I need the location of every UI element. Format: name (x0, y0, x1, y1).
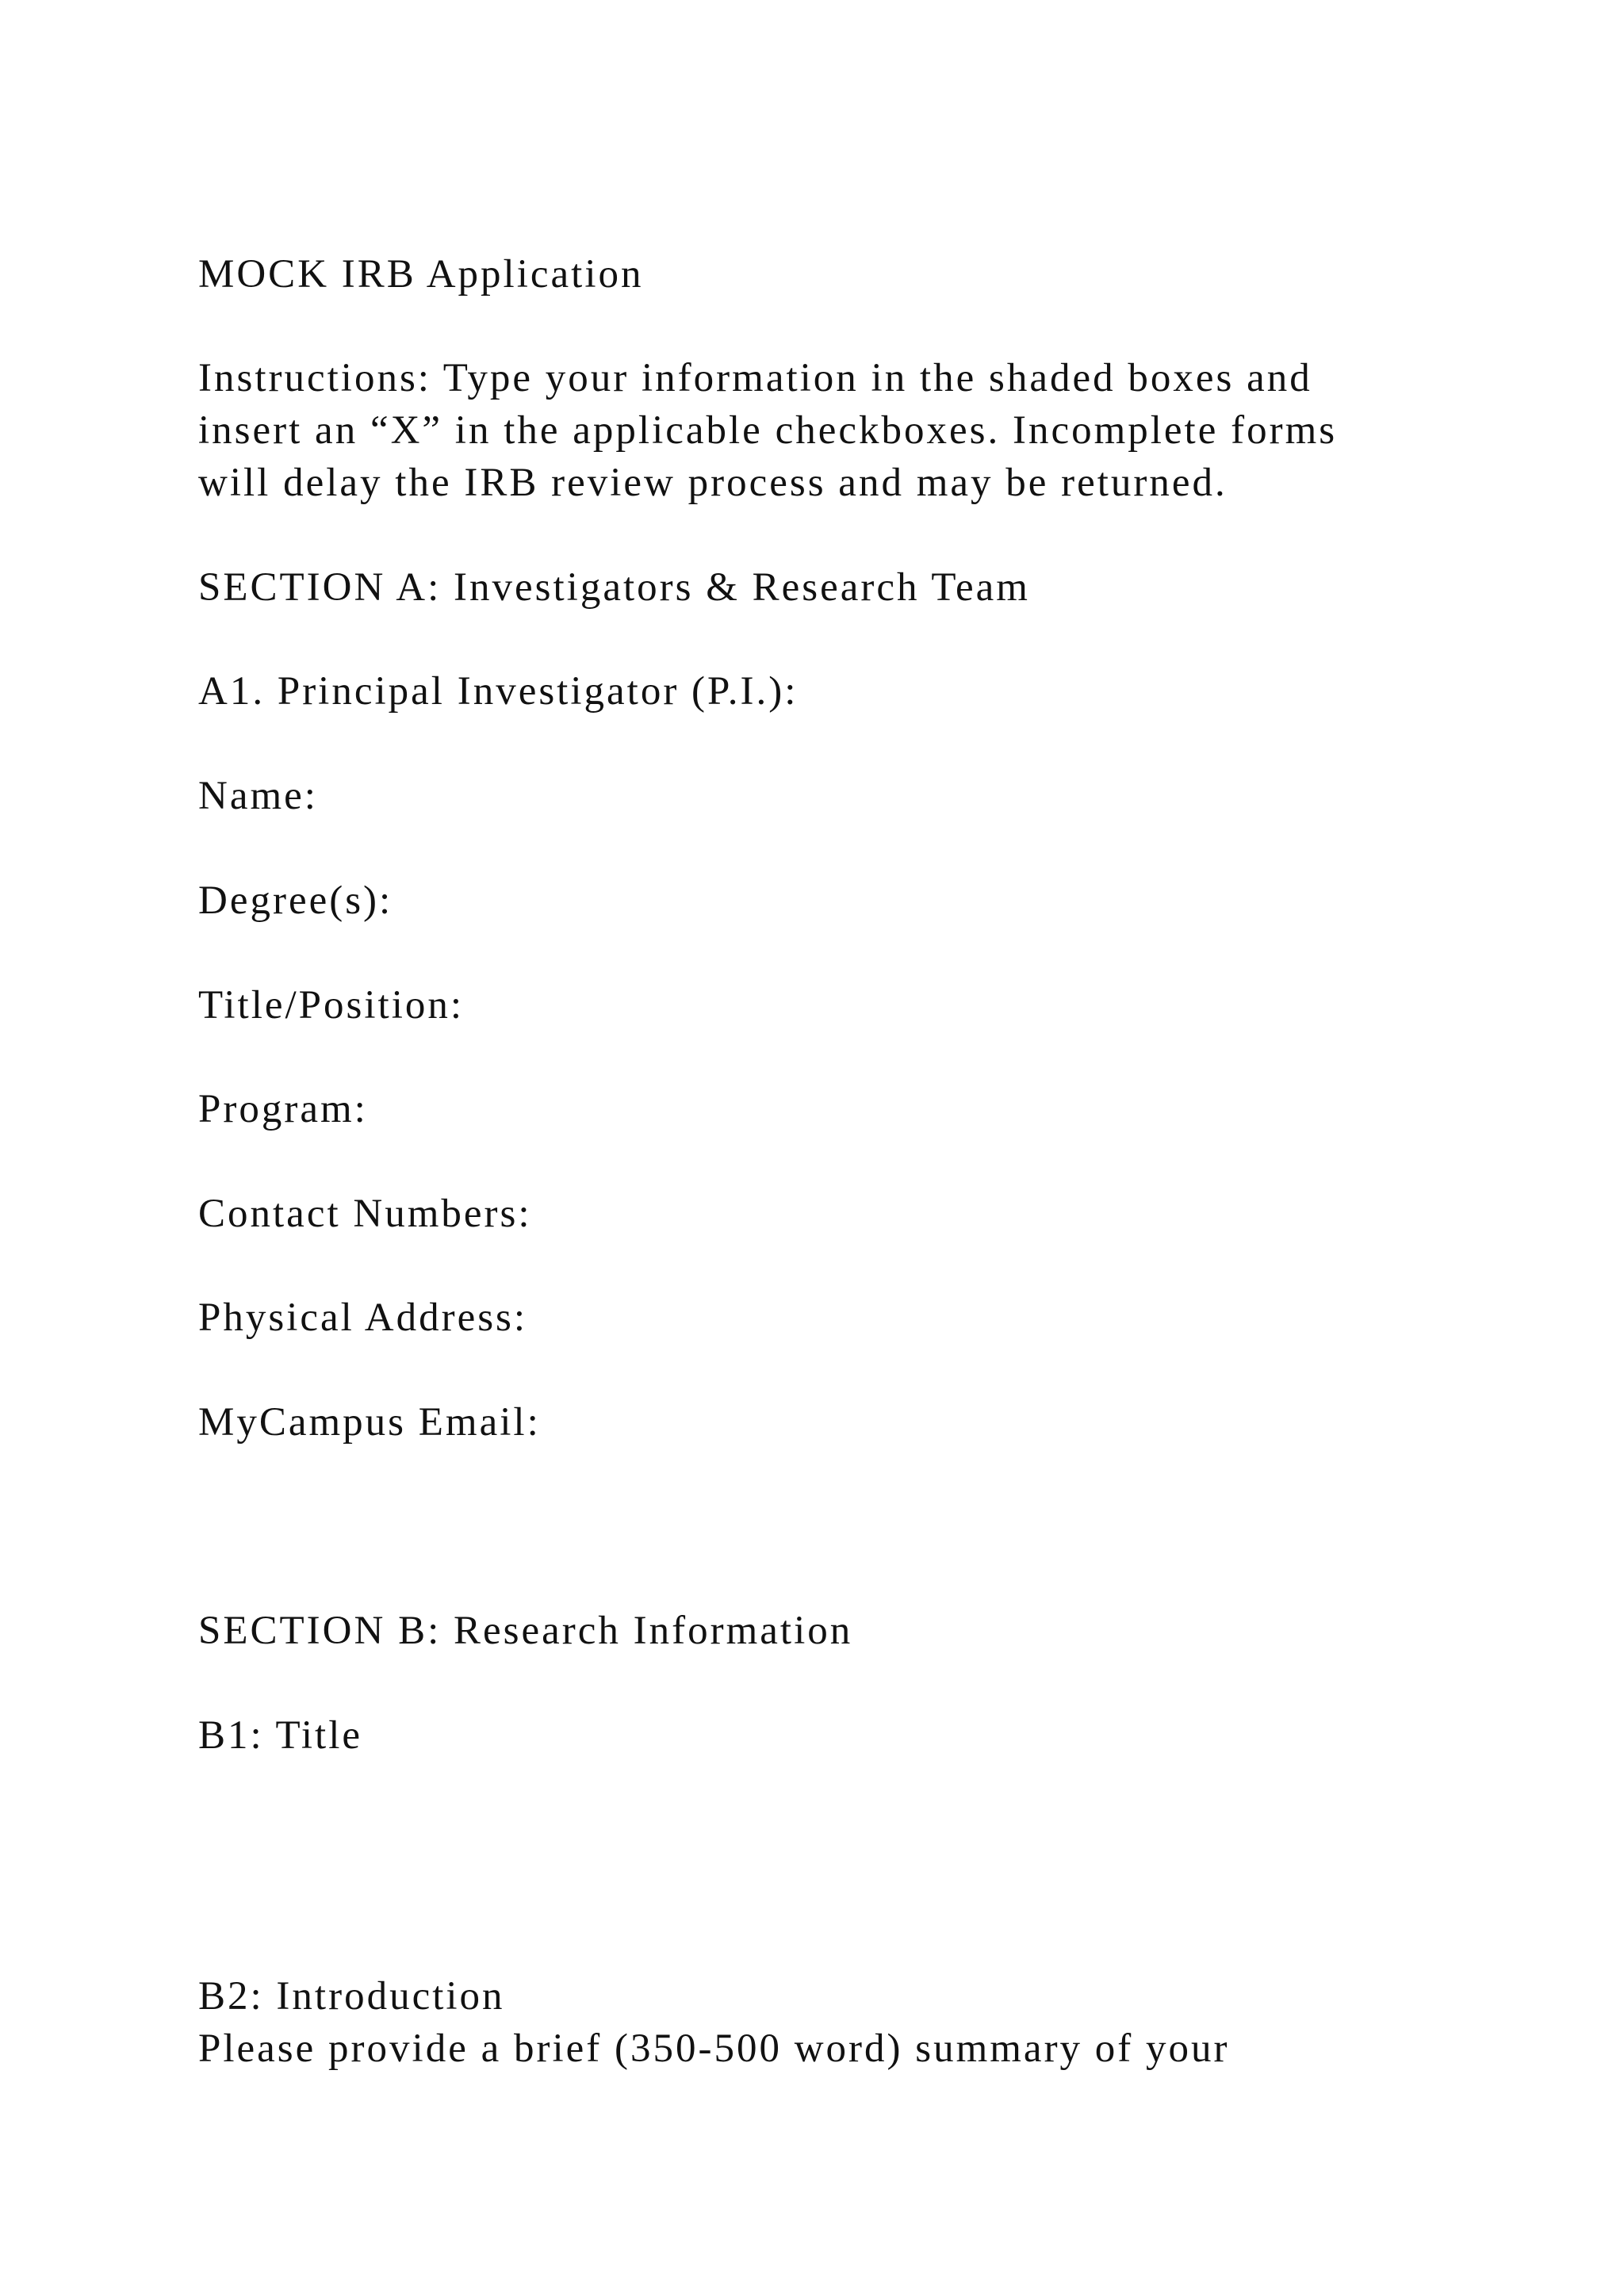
section-b-heading: SECTION B: Research Information (198, 1609, 853, 1653)
instructions-line-2: insert an “X” in the applicable checkboxes. Incomplete forms (198, 408, 1338, 453)
instructions-line-1: Instructions: Type your information in the shaded boxes and (198, 356, 1312, 400)
document-title: MOCK IRB Application (198, 252, 644, 297)
a1-heading: A1. Principal Investigator (P.I.): (198, 669, 799, 714)
instructions-line-3: will delay the IRB review process and may be returned. (198, 461, 1228, 505)
field-label-title-position: Title/Position: (198, 983, 465, 1027)
field-label-name: Name: (198, 774, 318, 818)
field-label-degrees: Degree(s): (198, 878, 393, 923)
field-label-mycampus-email: MyCampus Email: (198, 1400, 541, 1445)
b2-summary-text: Please provide a brief (350-500 word) summary of your (198, 2026, 1230, 2071)
b2-heading: B2: Introduction (198, 1974, 505, 2019)
field-label-program: Program: (198, 1087, 368, 1131)
field-label-physical-address: Physical Address: (198, 1295, 528, 1340)
field-label-contact-numbers: Contact Numbers: (198, 1192, 532, 1236)
section-a-heading: SECTION A: Investigators & Research Team (198, 565, 1030, 610)
b1-heading: B1: Title (198, 1713, 363, 1758)
